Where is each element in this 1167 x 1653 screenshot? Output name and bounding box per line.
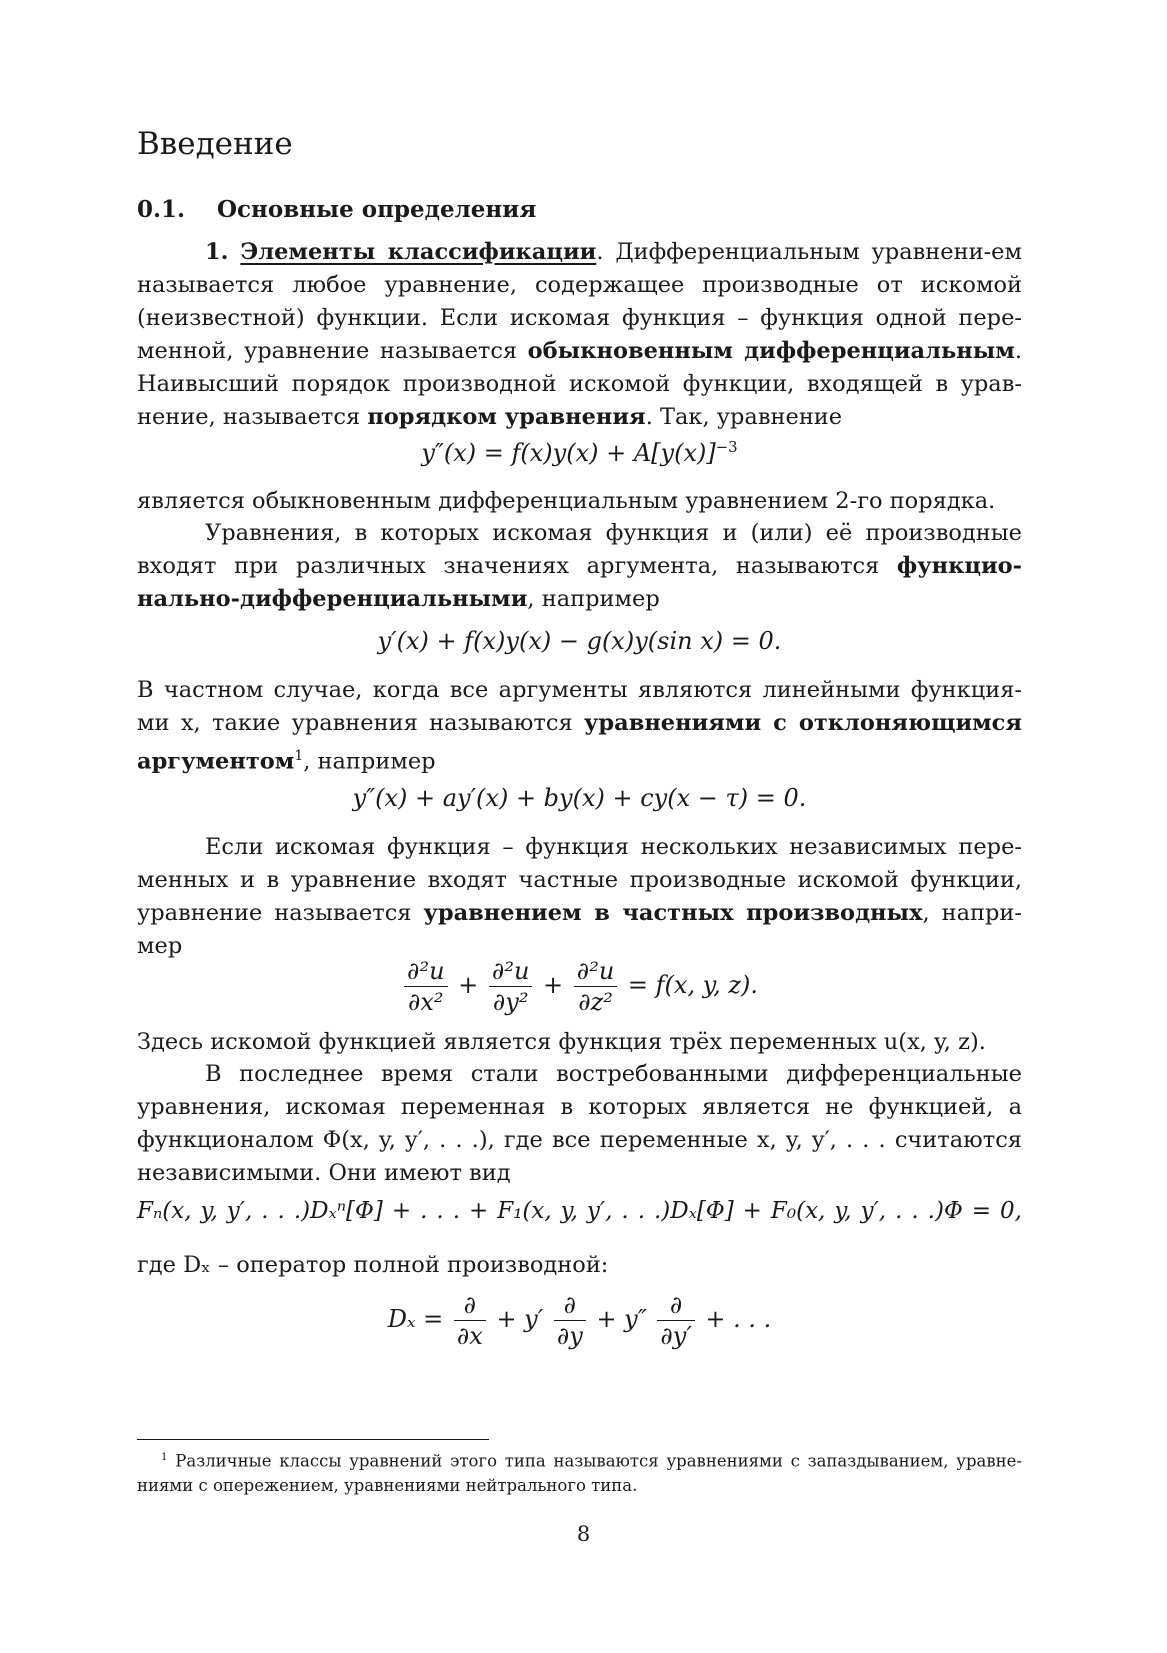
equation-3-body: y″(x) + ay′(x) + by(x) + cy(x − τ) = 0. [352,784,807,812]
footnote-text: Различные классы уравнений этого типа называются уравнениями с запаздыванием, уравне-ниями с опережением, уравнениями нейтрального типа. [137,1451,1022,1495]
paragraph-6: Здесь искомой функцией является функция трёх переменных u(x, y, z). [137,1029,986,1055]
paragraph-text: , напри-мер [137,900,1022,959]
footnote [137,1446,1022,1498]
fraction: $\frac{\partial}{\partial y}$ [554,1290,586,1351]
term-deviating-argument: уравнениями с отклоняющимся аргументом [137,710,1022,775]
paragraph-functional-variable: В последнее время стали востребованными дифференциальные уравнения, искомая переменная в которых является не функцией, а функционалом Φ(x, y, y′, . . .), где все переменные x, y, y′, . . . считаются независимыми. Они имеют вид [137,1061,1022,1186]
footnote-divider [137,1439,489,1440]
paragraph-text: Если искомая функция – функция нескольких независимых пере-менных и в уравнение входят частные производные искомой функции, уравнение называется [137,834,1022,926]
equation-1 [137,438,1022,467]
paragraph-deviating [137,674,1022,779]
section-heading [137,196,536,223]
section-number: 0.1. [137,196,186,223]
equation-1-exponent: −3 [715,438,738,456]
equation-4: $\frac{\text{∂²u}}{\text{∂x²}}$ + $\frac{\text{∂²u}}{\text{∂y²}}$ + $\frac{\text{∂²u}}{\text{∂z²}}$ = f(x, y, z). [137,956,1022,1017]
term-pde: уравнением в частных производных [423,900,923,926]
paragraph-classification [137,236,1022,434]
item-number: 1. [205,239,229,265]
paragraph-text: , например [303,748,436,775]
item-heading: Элементы классификации [240,239,597,265]
paragraph-8: где Dₓ – оператор полной производной: [137,1252,609,1278]
equation-2-body: y′(x) + f(x)y(x) − g(x)y(sin x) = 0. [377,627,782,655]
equation-5 [137,1198,1022,1224]
equation-5-body: Fₙ(x, y, y′, . . .)Dₓⁿ[Φ] + . . . + F₁(x, y, y′, . . .)Dₓ[Φ] + F₀(x, y, y′, . . .)Φ = 0, [137,1198,1022,1224]
paragraph-text: В частном случае, когда все аргументы являются линейными функция-ми x, такие уравнения называются [137,677,1022,736]
paragraph-text: . Так, уравнение [645,404,843,430]
paragraph-text: . Дифференциальным уравнени-ем называется любое уравнение, содержащее производные от искомой (неизвестной) функции. Если искомая функция – функция одной пере-менной, уравнение называется [137,239,1022,364]
paragraph-text: Уравнения, в которых искомая функция и (или) её производные входят при различных значениях аргумента, называются [137,520,1022,579]
footnote-mark: 1 [161,1452,168,1463]
fraction: $\frac{\partial}{\partial x}$ [454,1290,486,1351]
equation-2 [137,627,1022,655]
term-functional-differential: функцио-нально-дифференциальными [137,553,1022,612]
paragraph-pde [137,831,1022,963]
paragraph-2: является обыкновенным дифференциальным уравнением 2-го порядка. [137,488,996,514]
term-ordinary-de: обыкновенным дифференциальным [527,338,1015,364]
equation-3 [137,784,1022,812]
fraction: $\frac{\text{∂²u}}{\text{∂y²}}$ [489,956,533,1017]
footnote-ref[interactable]: 1 [294,748,304,764]
equation-4-rhs: = f(x, y, z). [627,971,758,999]
chapter-title: Введение [137,126,293,162]
equation-1-body: y″(x) = f(x)y(x) + A[y(x)] [421,439,716,467]
equation-6: Dₓ = $\frac{\partial}{\partial x}$ + y′ $\frac{\partial}{\partial y}$ + y″ $\frac{\partial}{\partial y'}$ + . . . [387,1291,772,1350]
fraction: $\frac{\text{∂²u}}{\text{∂x²}}$ [404,956,448,1017]
term-order: порядком уравнения [367,404,646,430]
section-title: Основные определения [217,196,537,223]
page-number: 8 [576,1522,591,1546]
paragraph-text: , например [527,586,660,612]
fraction: $\frac{\text{∂²u}}{\text{∂z²}}$ [574,956,618,1017]
paragraph-text: . Наивысший порядок производной искомой функции, входящей в урав-нение, называется [137,338,1022,430]
paragraph-functional [137,517,1022,616]
fraction: $\frac{\partial}{\partial y'}$ [657,1290,694,1351]
